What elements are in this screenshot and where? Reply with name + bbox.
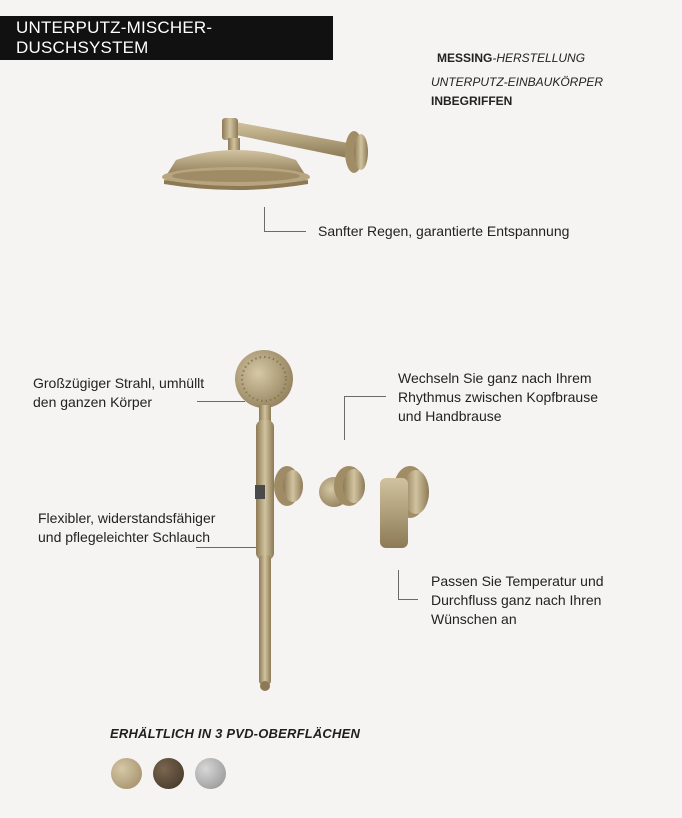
diverter-knob: [319, 466, 365, 507]
callout-switch-line1: Wechseln Sie ganz nach Ihrem: [398, 370, 592, 386]
page-title-text: UNTERPUTZ-MISCHER-DUSCHSYSTEM: [16, 18, 213, 57]
finishes-title: ERHÄLTLICH IN 3 PVD-OBERFLÄCHEN: [110, 726, 361, 741]
swatch-bronze[interactable]: [153, 758, 184, 789]
callout-hose-line1: Flexibler, widerstandsfähiger: [38, 510, 216, 526]
mixer-lever: [380, 466, 429, 548]
callout-handshower-line1: Großzügiger Strahl, umhüllt: [33, 375, 205, 391]
callout-temp-line2: Durchfluss ganz nach Ihren: [431, 592, 602, 608]
callout-hose-line2: und pflegeleichter Schlauch: [38, 529, 211, 545]
feature-material-bold: MESSING: [437, 51, 493, 65]
callout-handshower-line2: den ganzen Körper: [33, 394, 153, 410]
callout-rain-line-h: [264, 231, 306, 232]
callout-switch-line3: und Handbrause: [398, 408, 502, 424]
callout-rain-text: Sanfter Regen, garantierte Entspannung: [318, 223, 570, 239]
callout-switch-line-h: [344, 396, 386, 397]
wall-outlet: [274, 466, 303, 506]
callout-temp-line-v: [398, 570, 399, 600]
callout-hose-line: [196, 547, 256, 548]
callout-rain-line-v: [264, 207, 265, 232]
head-shower: [162, 118, 368, 190]
swatch-brushed-brass[interactable]: [111, 758, 142, 789]
swatch-brushed-nickel[interactable]: [195, 758, 226, 789]
feature-material-rest: -HERSTELLUNG: [492, 51, 586, 65]
callout-temp-line3: Wünschen an: [431, 611, 517, 627]
callout-temp-line-h: [398, 599, 418, 600]
feature-body-line2: INBEGRIFFEN: [431, 94, 513, 108]
callout-handshower-line: [197, 401, 245, 402]
callout-switch-line-v: [344, 396, 345, 440]
callout-switch-line2: Rhythmus zwischen Kopfbrause: [398, 389, 598, 405]
callout-temp-line1: Passen Sie Temperatur und: [431, 573, 604, 589]
feature-body-line1: UNTERPUTZ-EINBAUKÖRPER: [431, 75, 604, 89]
